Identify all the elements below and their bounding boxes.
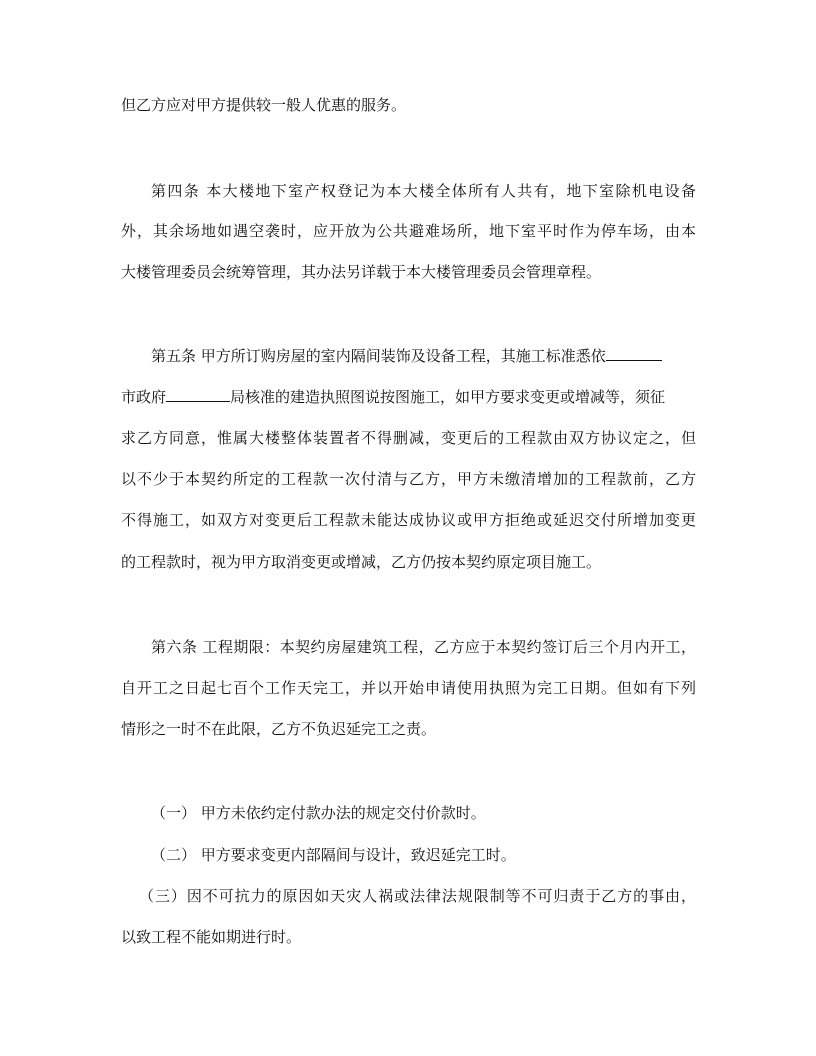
article-5-line-5: 不得施工，如双方对变更后工程款未能达成协议或甲方拒绝或延迟交付所增加变更 [121,511,696,529]
article-5-line-2-text-a: 市政府 [121,388,167,406]
article-4-line-3: 大楼管理委员会统筹管理，其办法另详载于本大楼管理委员会管理章程。 [121,263,602,281]
article-5-line-4: 以不少于本契约所定的工程款一次付清与乙方，甲方未缴清增加的工程款前，乙方 [121,470,696,488]
fill-in-blank-city [606,345,662,361]
article-5-line-3: 求乙方同意，惟属大楼整体装置者不得删减，变更后的工程款由双方协议定之，但 [121,429,696,447]
article-5-line-6: 的工程款时，视为甲方取消变更或增减，乙方仍按本契约原定项目施工。 [121,553,602,571]
article-5-line-2 [121,386,696,408]
article-4-line-1: 第四条 本大楼地下室产权登记为本大楼全体所有人共有，地下室除机电设备 [151,182,696,200]
list-item-3-line-1: （三）因不可抗力的原因如天灾人祸或法律法规限制等不可归责于乙方的事由， [139,887,696,905]
article-6-line-1: 第六条 工程期限：本契约房屋建筑工程，乙方应于本契约签订后三个月内开工， [151,638,696,656]
article-5-line-2-text-b: 局核准的建造执照图说按图施工，如甲方要求变更或增减等，须征 [230,388,666,406]
article-5-line-1-text: 第五条 甲方所订购房屋的室内隔间装饰及设备工程，其施工标准悉依 [151,347,606,365]
article-4-line-2: 外，其余场地如遇空袭时，应开放为公共避难场所，地下室平时作为停车场，由本 [121,222,696,240]
fill-in-blank-bureau [166,386,230,402]
article-5-line-1 [151,345,696,367]
article-6-line-3: 情形之一时不在此限，乙方不负迟延完工之责。 [121,720,437,738]
list-item-2: （二） 甲方要求变更内部隔间与设计，致迟延完工时。 [151,846,516,864]
list-item-3-line-2: 以致工程不能如期进行时。 [121,928,302,946]
list-item-1: （一） 甲方未依约定付款办法的规定交付价款时。 [151,804,486,822]
paragraph-continuation: 但乙方应对甲方提供较一般人优惠的服务。 [121,96,407,114]
article-6-line-2: 自开工之日起七百个工作天完工，并以开始申请使用执照为完工日期。但如有下列 [121,679,696,697]
